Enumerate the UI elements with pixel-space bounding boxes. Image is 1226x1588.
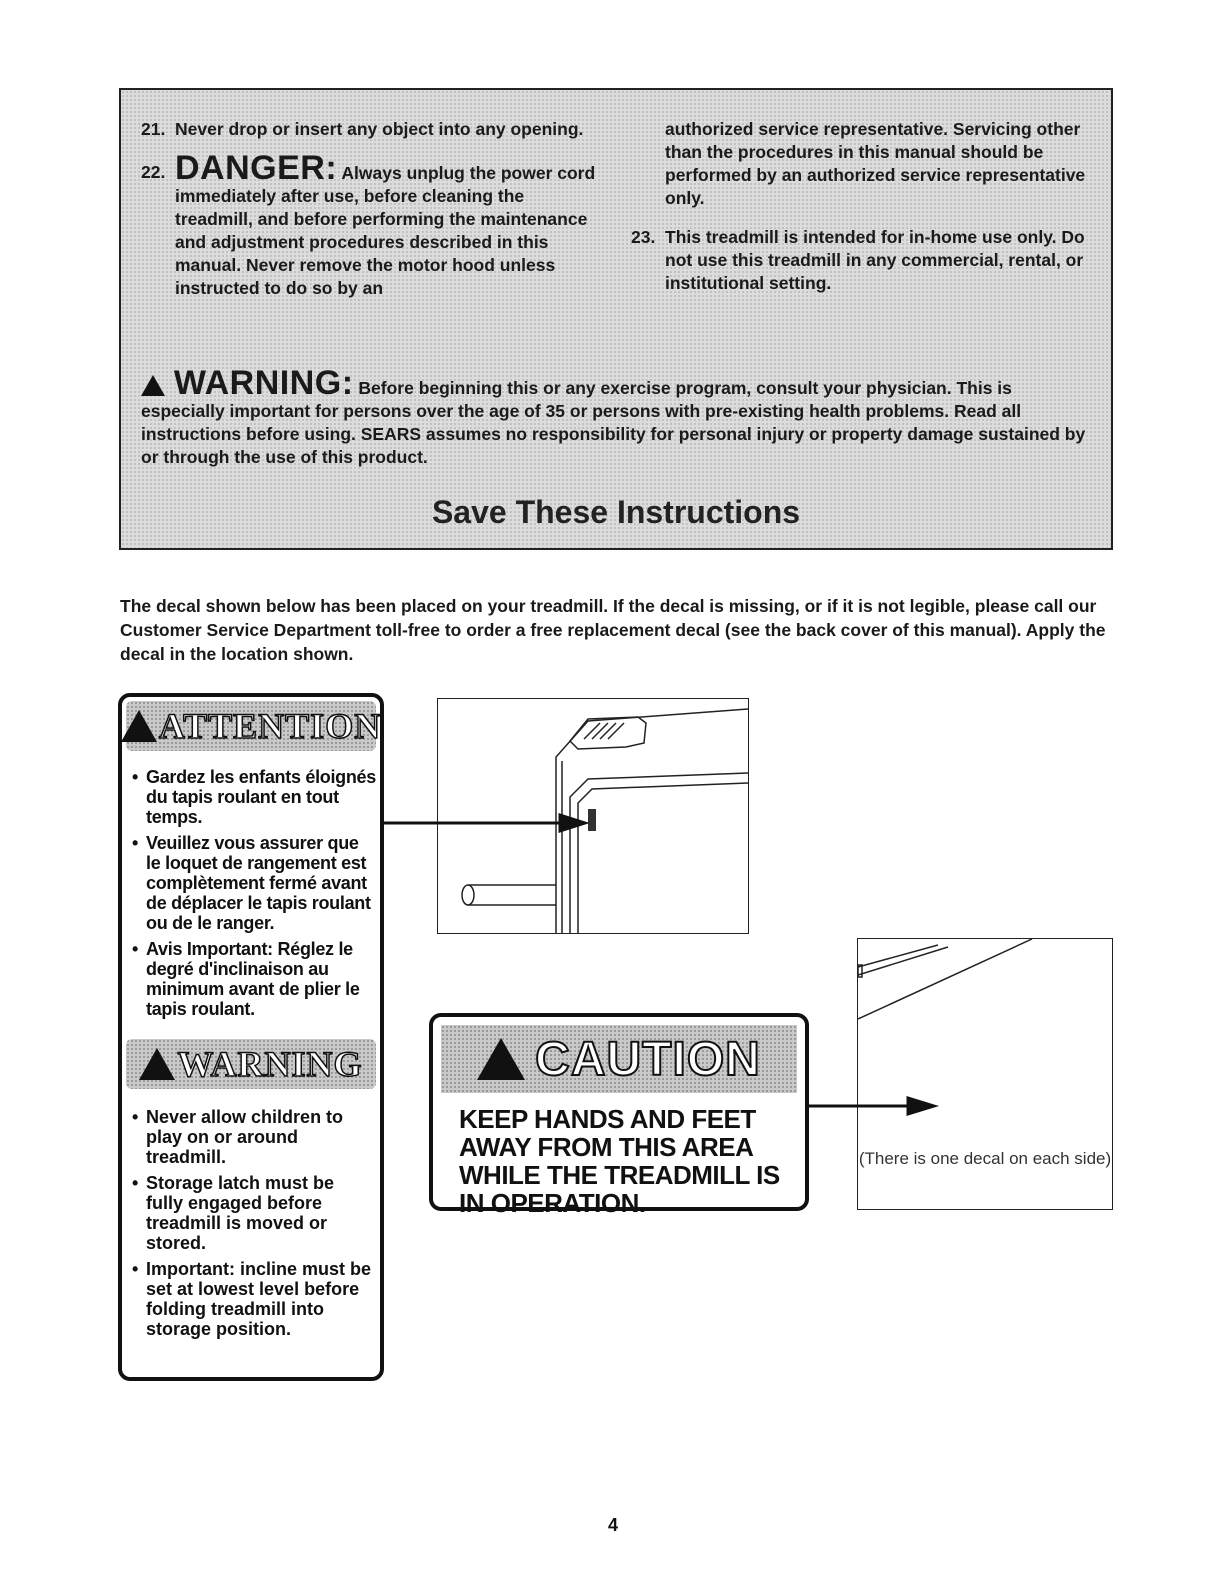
save-instructions-title: Save These Instructions <box>431 494 801 530</box>
item-text: Never drop or insert any object into any opening. <box>175 119 584 139</box>
caution-message: KEEP HANDS AND FEET AWAY FROM THIS AREA WHILE THE TREADMILL IS IN OPERATION. <box>459 1104 780 1218</box>
item-text: This treadmill is intended for in-home use only. Do not use this treadmill in any commercial, rental, or institutional setting. <box>665 227 1085 293</box>
arrow-head-icon <box>908 1098 934 1114</box>
decal-location-caption: (There is one decal on each side) <box>858 1149 1112 1168</box>
warning-heading: WARNING: <box>173 364 354 402</box>
list-item: • Never allow children to play on or around treadmill. <box>126 1107 376 1167</box>
list-item: • Avis Important: Réglez le degré d'inclinaison au minimum avant de plier le tapis roulant. <box>126 939 376 1019</box>
caution-title: CAUTION <box>535 1032 761 1086</box>
item-number: 21. <box>141 119 166 139</box>
decal-intro-paragraph: The decal shown below has been placed on your treadmill. If the decal is missing, or if it is not legible, please call our Customer Service Department toll-free to order a free replacement decal (see the back cover of this manual). Apply the decal in the location shown. <box>120 596 1106 664</box>
safety-item-22-continued: authorized service representative. Servicing other than the procedures in this manual should be performed by an authorized service representative only. <box>665 119 1086 208</box>
page-number: 4 <box>607 1515 618 1535</box>
item-text: Always unplug the power cord immediately after use, before cleaning the treadmill, and before performing the maintenance and adjustment procedures described in this manual. Never remove the motor hood unless instructed to do so by an <box>175 163 596 298</box>
list-item: • Veuillez vous assurer que le loquet de rangement est complètement fermé avant de déplacer le tapis roulant ou de le ranger. <box>126 833 376 933</box>
arrow-head-icon <box>560 815 585 831</box>
warning-text: Before beginning this or any exercise program, consult your physician. This is especially important for persons over the age of 35 or persons with pre-existing health problems. Read all instructions before using. SEARS assumes no responsibility for personal injury or property damage sustained by or through the use of this product. <box>141 378 1086 467</box>
danger-heading: DANGER: <box>175 149 338 187</box>
warning-title: WARNING <box>177 1044 363 1084</box>
attention-title: ATTENTION <box>158 706 382 746</box>
item-number: 22. <box>141 162 166 182</box>
list-item: • Storage latch must be fully engaged before treadmill is moved or stored. <box>126 1173 376 1253</box>
list-item: • Important: incline must be set at lowest level before folding treadmill into storage position. <box>126 1259 376 1339</box>
list-item: • Gardez les enfants éloignés du tapis roulant en tout temps. <box>126 767 376 827</box>
item-number: 23. <box>631 227 656 247</box>
